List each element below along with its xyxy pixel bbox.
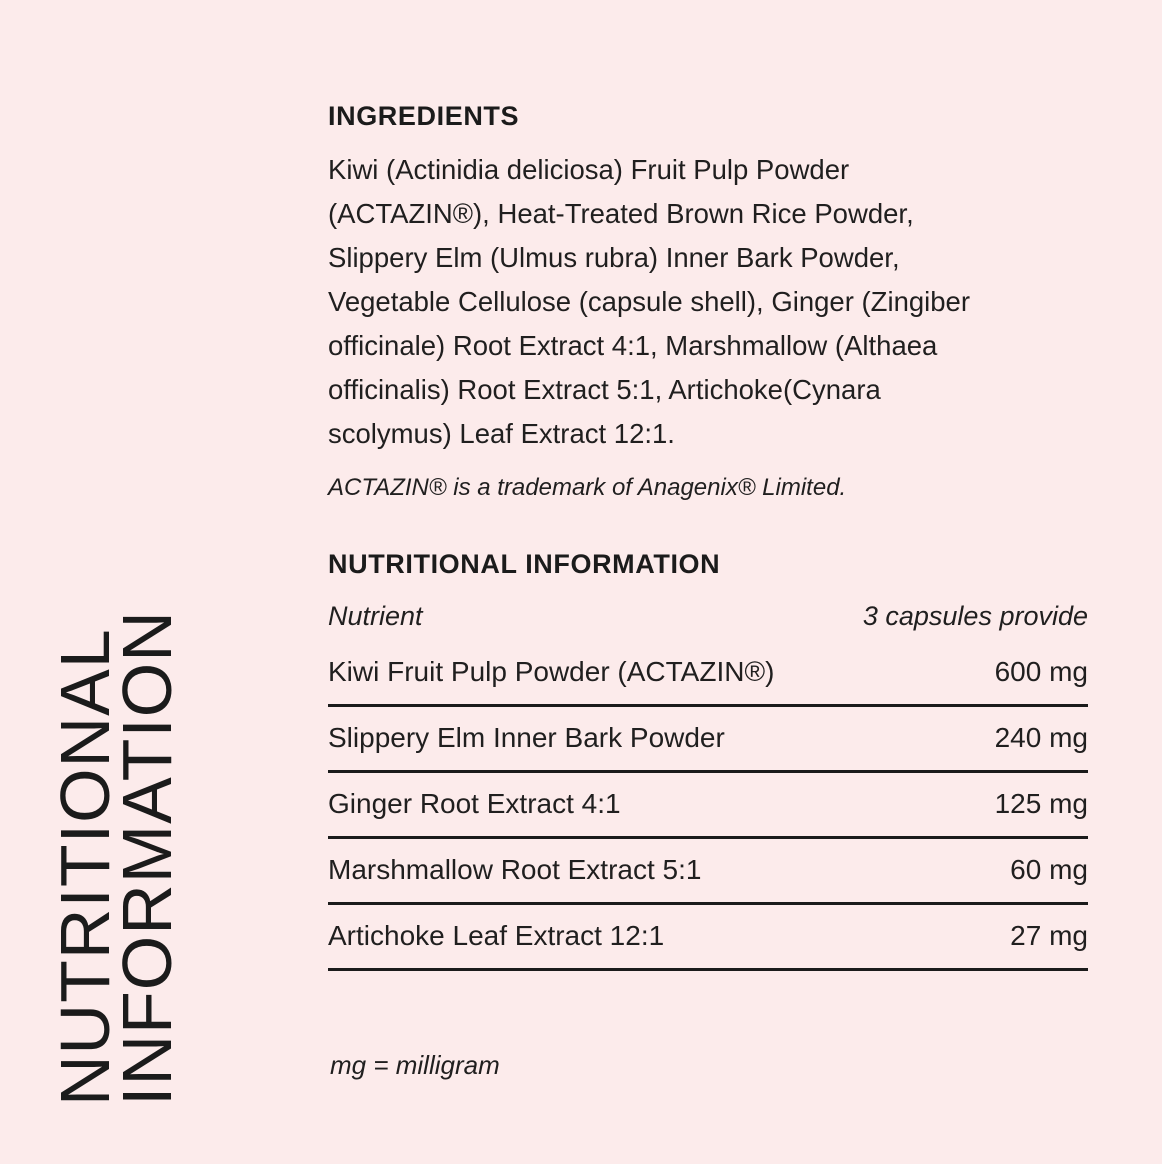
amount-cell: 600 mg (994, 656, 1088, 687)
ingredients-heading: INGREDIENTS (328, 101, 520, 131)
side-label-line1: NUTRITIONAL (46, 628, 124, 1106)
ingredients-line: scolymus) Leaf Extract 12:1. (328, 418, 675, 449)
trademark-note: ACTAZIN® is a trademark of Anagenix® Limited. (328, 474, 847, 501)
table-row (328, 905, 1088, 971)
column-header-nutrient: Nutrient (328, 601, 423, 631)
nutrient-cell: Artichoke Leaf Extract 12:1 (328, 920, 665, 951)
table-row (328, 641, 1088, 707)
ingredients-line: Vegetable Cellulose (capsule shell), Ginger (Zingiber (328, 286, 971, 317)
nutritional-information-heading: NUTRITIONAL INFORMATION (328, 549, 721, 579)
side-label-line2: INFORMATION (108, 610, 186, 1106)
nutrient-cell: Marshmallow Root Extract 5:1 (328, 854, 702, 885)
nutrient-cell: Slippery Elm Inner Bark Powder (328, 722, 725, 753)
amount-cell: 240 mg (994, 722, 1088, 753)
table-row (328, 839, 1088, 905)
ingredients-line: officinalis) Root Extract 5:1, Artichoke(Cynara (328, 374, 881, 405)
nutrition-table-header (328, 601, 1088, 632)
ingredients-line: Slippery Elm (Ulmus rubra) Inner Bark Powder, (328, 242, 900, 273)
nutrient-cell: Kiwi Fruit Pulp Powder (ACTAZIN®) (328, 656, 775, 687)
column-header-amount: 3 capsules provide (862, 601, 1088, 631)
amount-cell: 60 mg (1010, 854, 1088, 885)
ingredients-line: (ACTAZIN®), Heat-Treated Brown Rice Powder, (328, 198, 914, 229)
mg-footnote: mg = milligram (330, 1050, 500, 1080)
table-row (328, 707, 1088, 773)
table-row (328, 773, 1088, 839)
amount-cell: 27 mg (1010, 920, 1088, 951)
amount-cell: 125 mg (994, 788, 1088, 819)
side-label-vertical-title (46, 601, 188, 1106)
ingredients-line: Kiwi (Actinidia deliciosa) Fruit Pulp Powder (328, 154, 850, 185)
nutrient-cell: Ginger Root Extract 4:1 (328, 788, 621, 819)
ingredients-body (328, 148, 1108, 456)
nutrition-table (328, 641, 1088, 971)
ingredients-line: officinale) Root Extract 4:1, Marshmallow (Althaea (328, 330, 938, 361)
